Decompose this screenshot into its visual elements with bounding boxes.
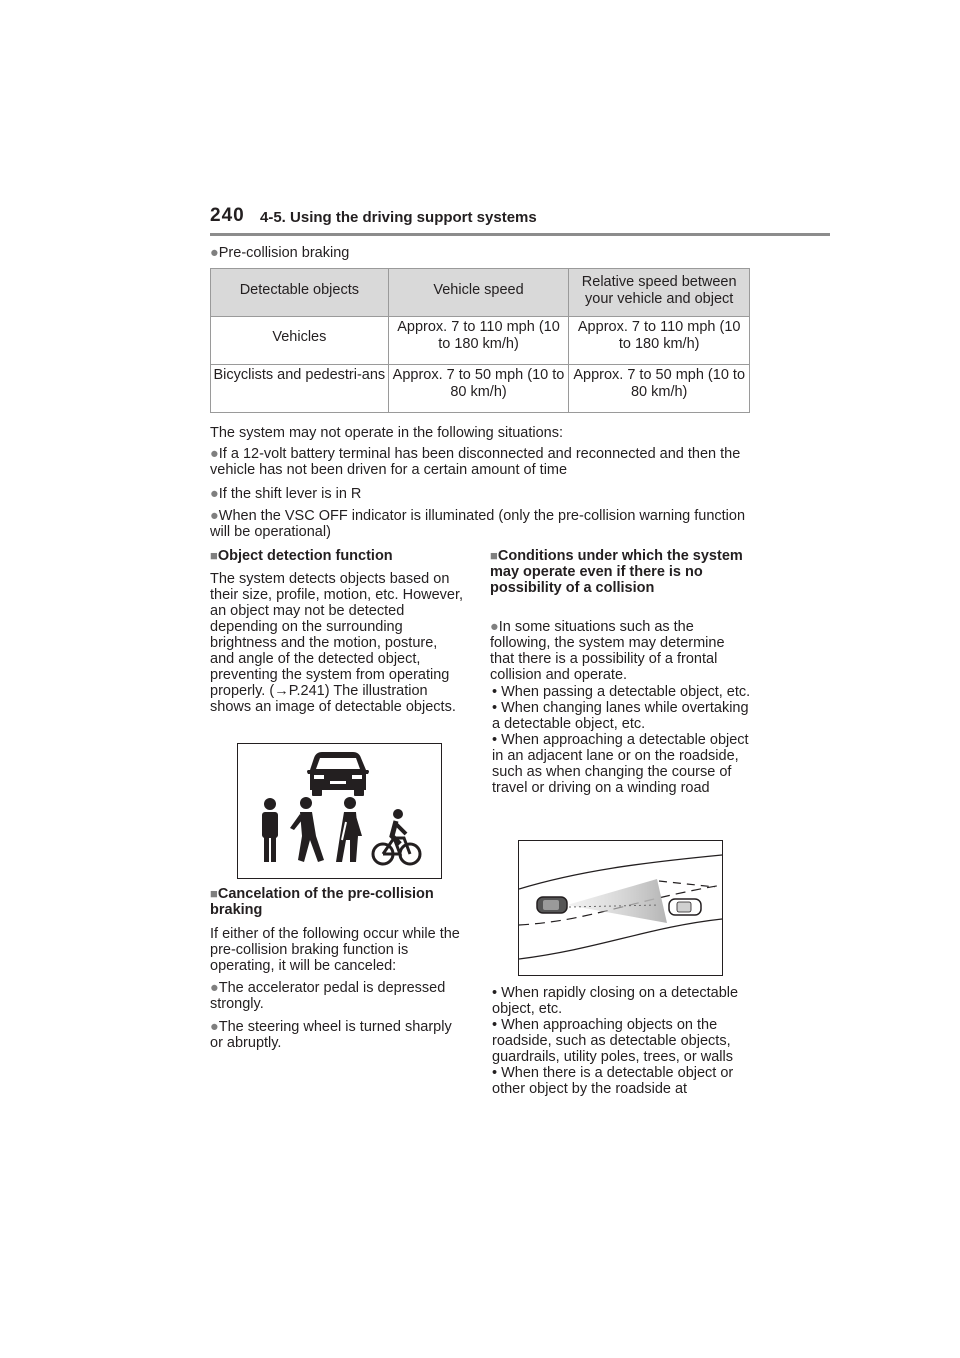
table-row [211,365,750,413]
bullet-icon: ● [210,1019,219,1035]
pedestrian-side-icon [336,797,362,862]
cancelation-heading: ■Cancelation of the pre-collision braking [210,886,434,918]
list-item: • When passing a detectable object, etc. [492,684,751,700]
list-item: • When approaching objects on the roadside, such as detectable objects, guardrails, utility poles, trees, or walls [492,1017,733,1065]
conditions-dash-list-top [492,684,752,796]
winding-road-illustration [519,841,722,975]
list-item: • When there is a detectable object or other object by the roadside at [492,1065,734,1097]
pedestrian-standing-icon [262,798,278,862]
detectable-objects-figure [237,743,442,879]
detection-table [210,268,750,413]
table-cell: Vehicles [211,317,389,365]
cancelation-item: ●The accelerator pedal is depressed strongly. [210,980,446,1012]
bullet-icon: ● [210,980,219,996]
not-operate-item: ●If a 12-volt battery terminal has been disconnected and reconnected and then the vehicle has not been driven for a certain amount of time [210,446,741,478]
table-header-row [211,269,750,317]
object-detection-heading: ■Object detection function [210,548,393,564]
bullet-icon: ● [210,486,219,502]
square-icon: ■ [490,548,498,563]
conditions-bullet: ●In some situations such as the following, the system may determine that there is a possibility of a frontal collision and operate. [490,619,725,683]
table-cell: Approx. 7 to 110 mph (10 to 180 km/h) [569,317,750,365]
cancelation-body: If either of the following occur while the pre-collision braking function is operating, it will be canceled: [210,926,460,974]
sensor-beam [567,879,667,923]
bullet-icon: ● [210,446,219,462]
conditions-heading: ■Conditions under which the system may operate even if there is no possibility of a collision [490,548,743,596]
table-row [211,317,750,365]
detectable-objects-illustration [238,744,441,878]
bullet-icon: ● [490,619,499,635]
table-cell: Bicyclists and pedestri-ans [211,365,389,413]
dash-icon: • [492,1017,498,1033]
dash-icon: • [492,1065,498,1081]
table-cell: Approx. 7 to 50 mph (10 to 80 km/h) [569,365,750,413]
winding-road-figure [518,840,723,976]
dash-icon: • [492,985,498,1001]
car-icon [307,752,369,796]
object-detection-body: The system detects objects based on their size, profile, motion, etc. However, an object may not be detected depending on the surrounding brightness and the motion, posture, and angle of the detected object, preventing the system from operating properly. (→P.241) The illustration shows an image of detectable objects. [210,571,464,715]
not-operate-item: ●When the VSC OFF indicator is illuminated (only the pre-collision warning function will be operational) [210,508,746,540]
not-operate-lead: The system may not operate in the following situations: [210,425,564,441]
table-header: Detectable objects [211,269,389,317]
list-item: • When changing lanes while overtaking a detectable object, etc. [492,700,749,732]
list-item: • When approaching a detectable object in an adjacent lane or on the roadside, such as when changing the course of travel or driving on a winding road [492,732,749,796]
table-header: Vehicle speed [388,269,569,317]
dash-icon: • [492,700,498,716]
table-header: Relative speed between your vehicle and object [569,269,750,317]
pedestrian-walking-icon [290,797,324,862]
page-number: 240 [210,205,245,226]
square-icon: ■ [210,886,218,901]
header-rule [210,233,830,236]
list-item: • When rapidly closing on a detectable object, etc. [492,985,739,1017]
section-title: 4-5. Using the driving support systems [260,209,537,226]
bicyclist-icon [373,809,420,864]
bullet-icon: ● [210,245,219,261]
square-icon: ■ [210,548,218,563]
own-vehicle-icon [537,897,567,913]
bullet-icon: ● [210,508,219,524]
page-header [210,205,830,235]
cancelation-item: ●The steering wheel is turned sharply or abruptly. [210,1019,452,1051]
dash-icon: • [492,732,498,748]
not-operate-item: ●If the shift lever is in R [210,486,362,502]
dash-icon: • [492,684,498,700]
table-cell: Approx. 7 to 50 mph (10 to 80 km/h) [388,365,569,413]
table-cell: Approx. 7 to 110 mph (10 to 180 km/h) [388,317,569,365]
intro-bullet: ●Pre-collision braking [210,245,350,261]
target-vehicle-icon [669,899,701,915]
conditions-dash-list-bottom [492,985,752,1097]
